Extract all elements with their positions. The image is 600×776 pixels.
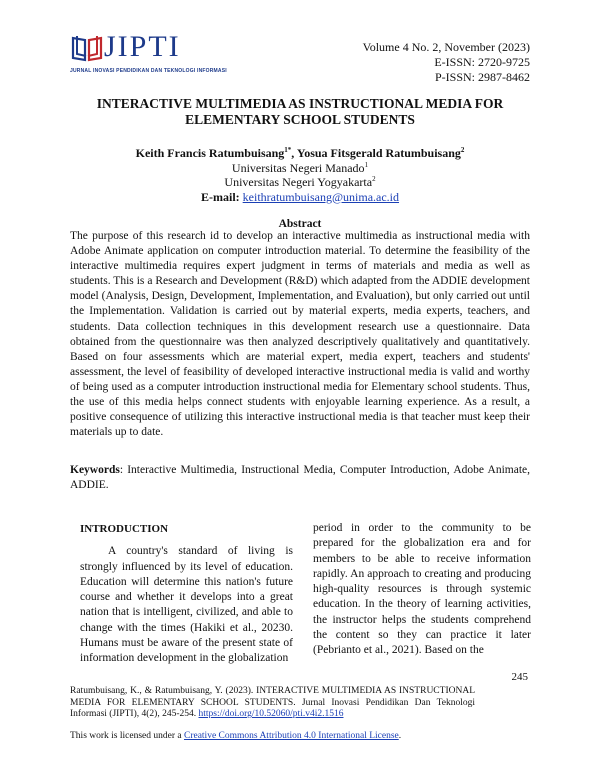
doi-link[interactable]: https://doi.org/10.52060/pti.v4i2.1516 bbox=[198, 709, 344, 720]
keywords-label: Keywords bbox=[70, 464, 120, 476]
logo-wordmark: JIPTI bbox=[104, 30, 181, 63]
body-paragraph-left: A country's standard of living is strongly influenced by its level of education. Education will determine this nation's future course and whether it develops into a great nation that is intelligent, civilized, and able to change with the times (Hakiki et al., 20230. Humans must be aware of the present state of information development in the globalization bbox=[80, 545, 293, 665]
license-notice bbox=[70, 730, 530, 742]
author-1: Keith Francis Ratumbuisang bbox=[135, 146, 285, 160]
author-2-sup: 2 bbox=[460, 146, 465, 154]
abstract-text: The purpose of this research id to develop an interactive multimedia as instructional media with Adobe Animate application on computer introduction material. To determine the feasibility of the interactive multimedia requires expert judgment in terms of materials and media as well as students. This is a Research and Development (R&D) which adapted from the ADDIE development model (Analysis, Design, Development, Implementation, and Evaluation), but only carried out until the Implementation. Validation is carried out by material experts, media experts, teachers, and students. Data collection techniques in this development research use a questionnaire. Data obtained from the questionnaire was then analyzed descriptively qualitatively and quantitatively. Based on four assessments which are material expert, media expert, teachers and students' assessment, the level of feasibility of developed interactive instructional media is valid and worthy of being used as a computer introduction instructional media for Elementary school students. Thus, the use of this media helps connect students with enjoyable learning experience. As a result, a positive consequence of utilizing this interactive instructional media is that teacher must keep their materials up to date. bbox=[70, 230, 530, 439]
body-right-column bbox=[313, 521, 531, 659]
author-separator: , bbox=[291, 146, 297, 160]
page-number: 245 bbox=[511, 671, 528, 683]
journal-info bbox=[363, 40, 530, 85]
author-block bbox=[60, 146, 540, 204]
affiliation-2-text: Universitas Negeri Yogyakarta bbox=[224, 175, 373, 189]
volume-info: Volume 4 No. 2, November (2023) bbox=[362, 40, 530, 54]
license-prefix: This work is licensed under a bbox=[70, 731, 184, 741]
keywords bbox=[70, 463, 530, 493]
author-1-sup: 1* bbox=[284, 146, 292, 154]
license-link[interactable]: Creative Commons Attribution 4.0 International License bbox=[183, 731, 399, 741]
section-heading: INTRODUCTION bbox=[80, 523, 169, 535]
title-line-1: INTERACTIVE MULTIMEDIA AS INSTRUCTIONAL MEDIA FOR bbox=[96, 96, 504, 111]
pissn: P-ISSN: 2987-8462 bbox=[434, 70, 530, 84]
author-names bbox=[60, 146, 540, 161]
affiliation-1-sup: 1 bbox=[364, 160, 369, 169]
body-paragraph-right: period in order to the community to be prepared for the globalization era and for members to be able to receive information rapidly. An approach to creating and producing high-quality resources is through systemic education. In the theory of learning activities, the instructor helps the students comprehend the content so they can practice it later (Pebrianto et al., 2021). Based on the bbox=[313, 522, 531, 657]
citation bbox=[70, 686, 475, 721]
journal-logo bbox=[70, 30, 227, 82]
author-2: Yosua Fitsgerald Ratumbuisang bbox=[296, 146, 461, 160]
affiliation-1 bbox=[60, 161, 540, 176]
affiliation-1-text: Universitas Negeri Manado bbox=[231, 160, 365, 175]
abstract-heading: Abstract bbox=[278, 218, 322, 230]
title-line-2: ELEMENTARY SCHOOL STUDENTS bbox=[185, 112, 415, 127]
citation-text: Ratumbuisang, K., & Ratumbuisang, Y. (2023). INTERACTIVE MULTIMEDIA AS INSTRUCTIONAL MEDIA FOR ELEMENTARY SCHOOL STUDENTS. Jurnal Inovasi Pendidikan Dan Teknologi Informasi (JIPTI), 4(2), 245-254. bbox=[70, 686, 475, 720]
body-left-column bbox=[80, 522, 293, 667]
affiliation-2 bbox=[60, 175, 540, 190]
email-line bbox=[60, 190, 540, 205]
license-suffix: . bbox=[398, 731, 402, 741]
logo-subtitle: JURNAL INOVASI PENDIDIKAN DAN TEKNOLOGI INFORMASI bbox=[70, 68, 227, 74]
affiliation-2-sup: 2 bbox=[372, 175, 376, 183]
email-label: E-mail: bbox=[200, 189, 243, 204]
eissn: E-ISSN: 2720-9725 bbox=[434, 55, 530, 69]
email-link[interactable]: keithratumbuisang@unima.ac.id bbox=[242, 189, 400, 204]
paper-title bbox=[60, 96, 540, 128]
book-icon bbox=[70, 32, 104, 62]
keywords-text: : Interactive Multimedia, Instructional Media, Computer Introduction, Adobe Animate, ADDIE. bbox=[70, 464, 530, 492]
